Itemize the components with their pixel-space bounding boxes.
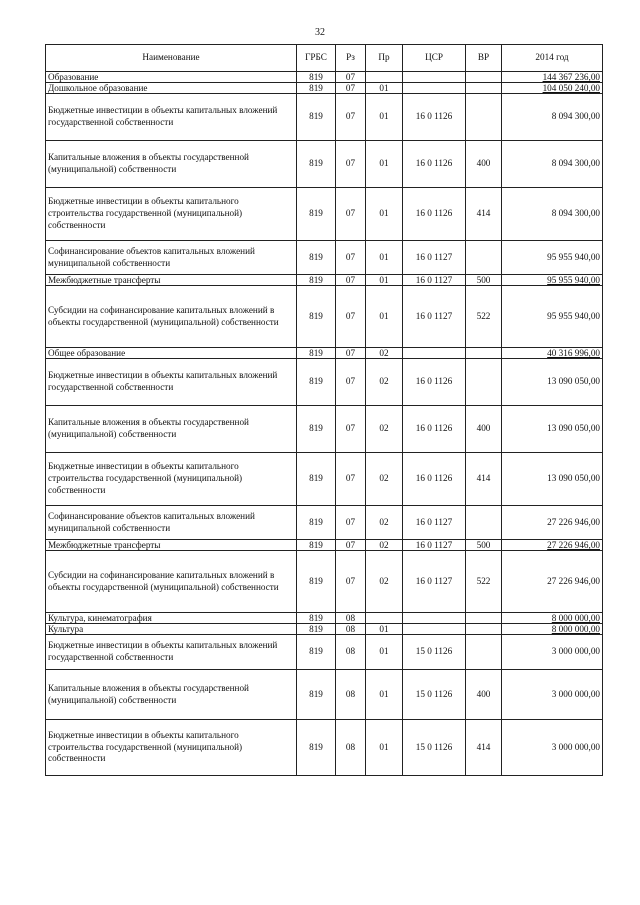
- row-pr-cell: 02: [366, 506, 403, 540]
- table-row: [46, 720, 603, 776]
- row-name-cell: Бюджетные инвестиции в объекты капитального строительства государственной (муниципальной) собственности: [46, 720, 297, 776]
- row-grbs-cell: 819: [297, 359, 336, 406]
- header-csr: ЦСР: [403, 45, 466, 72]
- table-row: [46, 286, 603, 348]
- row-amount-cell: 13 090 050,00: [502, 359, 603, 406]
- row-csr-cell: [403, 72, 466, 83]
- row-rz-cell: 07: [336, 72, 366, 83]
- row-rz-cell: 07: [336, 551, 366, 613]
- row-pr-cell: [366, 72, 403, 83]
- row-pr-cell: 02: [366, 540, 403, 551]
- row-csr-cell: [403, 613, 466, 624]
- table-row: [46, 670, 603, 720]
- row-pr-cell: 01: [366, 275, 403, 286]
- row-vr-cell: 414: [466, 720, 502, 776]
- row-name-cell: Софинансирование объектов капитальных вложений муниципальной собственности: [46, 506, 297, 540]
- row-grbs-cell: 819: [297, 241, 336, 275]
- row-pr-cell: 02: [366, 348, 403, 359]
- row-grbs-cell: 819: [297, 188, 336, 241]
- row-amount-cell: 8 094 300,00: [502, 94, 603, 141]
- row-vr-cell: 500: [466, 275, 502, 286]
- row-name-cell: Бюджетные инвестиции в объекты капитального строительства государственной (муниципальной) собственности: [46, 188, 297, 241]
- row-vr-cell: 400: [466, 670, 502, 720]
- row-amount-cell: 95 955 940,00: [502, 286, 603, 348]
- header-rz: Рз: [336, 45, 366, 72]
- row-rz-cell: 07: [336, 286, 366, 348]
- table-row: [46, 635, 603, 670]
- row-vr-cell: [466, 635, 502, 670]
- row-vr-cell: 400: [466, 141, 502, 188]
- row-name-cell: Бюджетные инвестиции в объекты капитальных вложений государственной собственности: [46, 359, 297, 406]
- row-pr-cell: 01: [366, 83, 403, 94]
- row-csr-cell: [403, 348, 466, 359]
- table-row: [46, 551, 603, 613]
- row-grbs-cell: 819: [297, 453, 336, 506]
- table-row: [46, 275, 603, 286]
- row-amount-cell: 13 090 050,00: [502, 453, 603, 506]
- row-csr-cell: 16 0 1127: [403, 286, 466, 348]
- row-rz-cell: 07: [336, 453, 366, 506]
- row-grbs-cell: 819: [297, 275, 336, 286]
- table-row: [46, 540, 603, 551]
- row-pr-cell: 01: [366, 624, 403, 635]
- row-vr-cell: [466, 241, 502, 275]
- header-name: Наименование: [46, 45, 297, 72]
- row-grbs-cell: 819: [297, 670, 336, 720]
- table-row: [46, 348, 603, 359]
- row-amount-cell: 8 094 300,00: [502, 188, 603, 241]
- row-name-cell: Субсидии на софинансирование капитальных вложений в объекты государственной (муниципальной) собственности: [46, 551, 297, 613]
- row-grbs-cell: 819: [297, 613, 336, 624]
- row-pr-cell: 01: [366, 188, 403, 241]
- row-csr-cell: 16 0 1127: [403, 241, 466, 275]
- row-vr-cell: [466, 624, 502, 635]
- row-pr-cell: 01: [366, 141, 403, 188]
- row-csr-cell: 16 0 1126: [403, 406, 466, 453]
- row-grbs-cell: 819: [297, 94, 336, 141]
- row-csr-cell: 16 0 1126: [403, 453, 466, 506]
- row-grbs-cell: 819: [297, 720, 336, 776]
- row-vr-cell: 414: [466, 453, 502, 506]
- row-amount-cell: 3 000 000,00: [502, 670, 603, 720]
- row-pr-cell: 01: [366, 241, 403, 275]
- row-pr-cell: 02: [366, 453, 403, 506]
- page-number: 32: [315, 27, 325, 38]
- row-csr-cell: 16 0 1127: [403, 506, 466, 540]
- row-amount-cell: 8 000 000,00: [502, 624, 603, 635]
- row-name-cell: Бюджетные инвестиции в объекты капитального строительства государственной (муниципальной) собственности: [46, 453, 297, 506]
- row-csr-cell: [403, 83, 466, 94]
- row-name-cell: Образование: [46, 72, 297, 83]
- row-grbs-cell: 819: [297, 83, 336, 94]
- row-grbs-cell: 819: [297, 406, 336, 453]
- row-grbs-cell: 819: [297, 624, 336, 635]
- row-grbs-cell: 819: [297, 506, 336, 540]
- header-row: [46, 45, 603, 72]
- row-csr-cell: 15 0 1126: [403, 670, 466, 720]
- row-csr-cell: 16 0 1127: [403, 275, 466, 286]
- row-csr-cell: 16 0 1127: [403, 540, 466, 551]
- row-vr-cell: 500: [466, 540, 502, 551]
- row-vr-cell: [466, 83, 502, 94]
- row-amount-cell: 8 094 300,00: [502, 141, 603, 188]
- row-amount-cell: 104 050 240,00: [502, 83, 603, 94]
- row-pr-cell: 02: [366, 406, 403, 453]
- table-row: [46, 72, 603, 83]
- row-pr-cell: 01: [366, 670, 403, 720]
- row-pr-cell: 01: [366, 635, 403, 670]
- row-vr-cell: [466, 72, 502, 83]
- row-name-cell: Культура: [46, 624, 297, 635]
- row-name-cell: Межбюджетные трансферты: [46, 275, 297, 286]
- row-amount-cell: 3 000 000,00: [502, 720, 603, 776]
- row-rz-cell: 07: [336, 241, 366, 275]
- row-rz-cell: 08: [336, 624, 366, 635]
- row-pr-cell: 02: [366, 359, 403, 406]
- row-amount-cell: 95 955 940,00: [502, 275, 603, 286]
- table-row: [46, 188, 603, 241]
- row-rz-cell: 08: [336, 720, 366, 776]
- row-rz-cell: 08: [336, 613, 366, 624]
- header-vr: ВР: [466, 45, 502, 72]
- row-grbs-cell: 819: [297, 72, 336, 83]
- row-name-cell: Культура, кинематография: [46, 613, 297, 624]
- row-amount-cell: 27 226 946,00: [502, 551, 603, 613]
- table-row: [46, 624, 603, 635]
- row-csr-cell: 16 0 1126: [403, 94, 466, 141]
- row-name-cell: Бюджетные инвестиции в объекты капитальных вложений государственной собственности: [46, 635, 297, 670]
- row-amount-cell: 144 367 236,00: [502, 72, 603, 83]
- row-rz-cell: 07: [336, 406, 366, 453]
- header-year: 2014 год: [502, 45, 603, 72]
- row-rz-cell: 07: [336, 540, 366, 551]
- row-rz-cell: 07: [336, 506, 366, 540]
- budget-table: [45, 44, 603, 776]
- row-name-cell: Капитальные вложения в объекты государственной (муниципальной) собственности: [46, 670, 297, 720]
- row-vr-cell: [466, 613, 502, 624]
- row-name-cell: Капитальные вложения в объекты государственной (муниципальной) собственности: [46, 406, 297, 453]
- table-row: [46, 241, 603, 275]
- row-csr-cell: 16 0 1126: [403, 188, 466, 241]
- row-grbs-cell: 819: [297, 286, 336, 348]
- row-name-cell: Софинансирование объектов капитальных вложений муниципальной собственности: [46, 241, 297, 275]
- row-rz-cell: 07: [336, 141, 366, 188]
- row-amount-cell: 27 226 946,00: [502, 540, 603, 551]
- row-csr-cell: 16 0 1126: [403, 141, 466, 188]
- header-pr: Пр: [366, 45, 403, 72]
- row-amount-cell: 8 000 000,00: [502, 613, 603, 624]
- row-amount-cell: 13 090 050,00: [502, 406, 603, 453]
- table-row: [46, 453, 603, 506]
- table-body: [46, 72, 603, 776]
- table-row: [46, 359, 603, 406]
- row-grbs-cell: 819: [297, 141, 336, 188]
- row-grbs-cell: 819: [297, 635, 336, 670]
- row-csr-cell: 16 0 1127: [403, 551, 466, 613]
- row-rz-cell: 07: [336, 94, 366, 141]
- row-pr-cell: 01: [366, 286, 403, 348]
- row-rz-cell: 07: [336, 275, 366, 286]
- row-name-cell: Общее образование: [46, 348, 297, 359]
- row-rz-cell: 07: [336, 348, 366, 359]
- table-row: [46, 141, 603, 188]
- row-name-cell: Дошкольное образование: [46, 83, 297, 94]
- row-amount-cell: 3 000 000,00: [502, 635, 603, 670]
- table-row: [46, 94, 603, 141]
- row-vr-cell: [466, 348, 502, 359]
- table-row: [46, 83, 603, 94]
- row-vr-cell: [466, 506, 502, 540]
- row-rz-cell: 07: [336, 83, 366, 94]
- row-csr-cell: 16 0 1126: [403, 359, 466, 406]
- row-grbs-cell: 819: [297, 551, 336, 613]
- row-vr-cell: 414: [466, 188, 502, 241]
- row-amount-cell: 27 226 946,00: [502, 506, 603, 540]
- row-rz-cell: 07: [336, 359, 366, 406]
- table-row: [46, 613, 603, 624]
- row-vr-cell: 522: [466, 286, 502, 348]
- row-pr-cell: 02: [366, 551, 403, 613]
- row-csr-cell: [403, 624, 466, 635]
- row-rz-cell: 08: [336, 670, 366, 720]
- row-name-cell: Субсидии на софинансирование капитальных вложений в объекты государственной (муниципальной) собственности: [46, 286, 297, 348]
- table-row: [46, 406, 603, 453]
- row-name-cell: Бюджетные инвестиции в объекты капитальных вложений государственной собственности: [46, 94, 297, 141]
- row-rz-cell: 08: [336, 635, 366, 670]
- row-rz-cell: 07: [336, 188, 366, 241]
- row-grbs-cell: 819: [297, 540, 336, 551]
- table-row: [46, 506, 603, 540]
- row-pr-cell: 01: [366, 720, 403, 776]
- row-vr-cell: 522: [466, 551, 502, 613]
- row-vr-cell: [466, 359, 502, 406]
- row-name-cell: Межбюджетные трансферты: [46, 540, 297, 551]
- row-pr-cell: [366, 613, 403, 624]
- row-amount-cell: 95 955 940,00: [502, 241, 603, 275]
- row-name-cell: Капитальные вложения в объекты государственной (муниципальной) собственности: [46, 141, 297, 188]
- row-pr-cell: 01: [366, 94, 403, 141]
- row-csr-cell: 15 0 1126: [403, 635, 466, 670]
- row-vr-cell: [466, 94, 502, 141]
- row-amount-cell: 40 316 996,00: [502, 348, 603, 359]
- row-vr-cell: 400: [466, 406, 502, 453]
- header-grbs: ГРБС: [297, 45, 336, 72]
- row-csr-cell: 15 0 1126: [403, 720, 466, 776]
- row-grbs-cell: 819: [297, 348, 336, 359]
